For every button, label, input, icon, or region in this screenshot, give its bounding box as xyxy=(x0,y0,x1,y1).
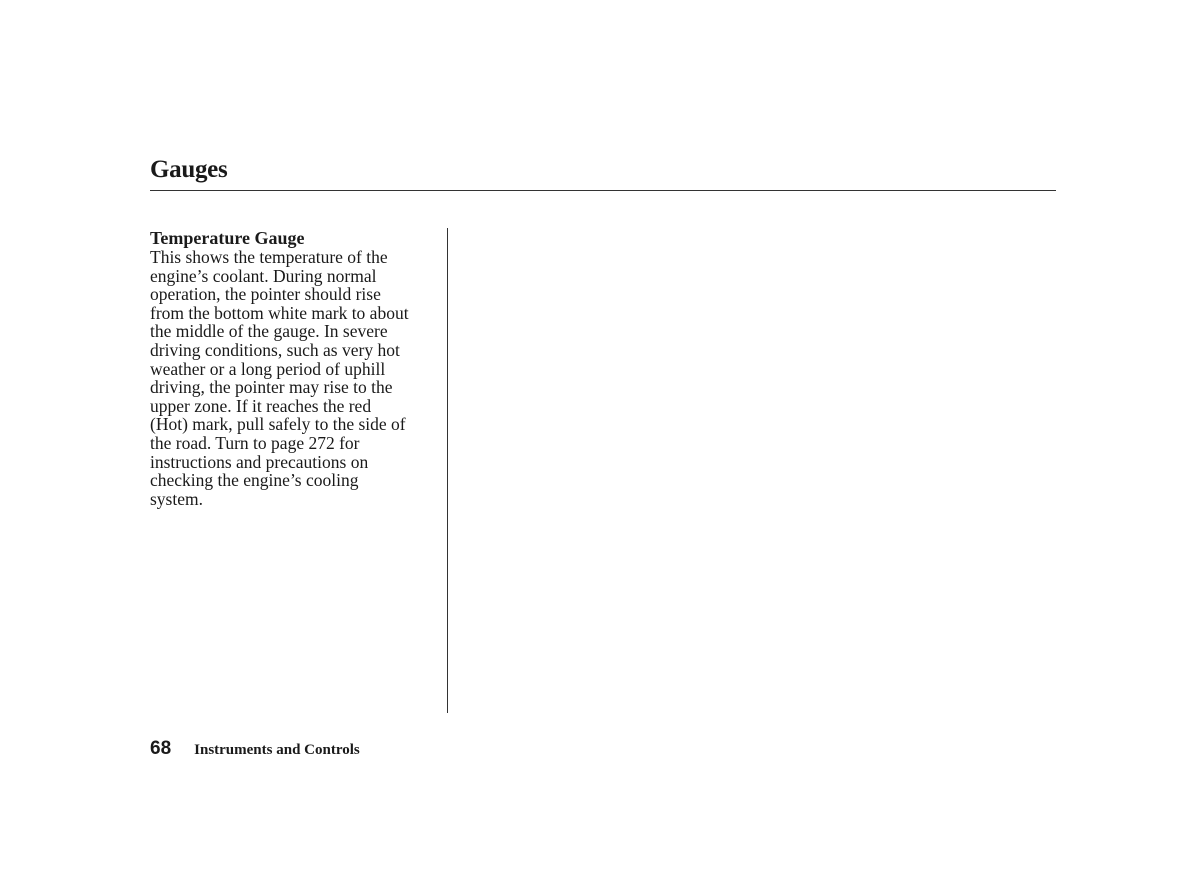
section-body-text: This shows the temperature of the engine’s coolant. During normal operation, the pointer should rise from the bottom white mark to about the middle of the gauge. In severe driving conditions, such as very hot weather or a long period of uphill driving, the pointer may rise to the upper zone. If it reaches the red (Hot) mark, pull safely to the side of the road. Turn to page 272 for instructions and precautions on checking the engine’s cooling system. xyxy=(150,247,409,509)
left-text-column xyxy=(150,228,440,508)
page-number: 68 xyxy=(150,738,172,759)
page-title: Gauges xyxy=(150,156,228,183)
section-heading-temperature-gauge: Temperature Gauge xyxy=(150,228,305,248)
chapter-name: Instruments and Controls xyxy=(194,742,360,758)
page-footer xyxy=(150,738,360,761)
title-rule xyxy=(150,190,1056,191)
column-divider xyxy=(447,228,448,713)
